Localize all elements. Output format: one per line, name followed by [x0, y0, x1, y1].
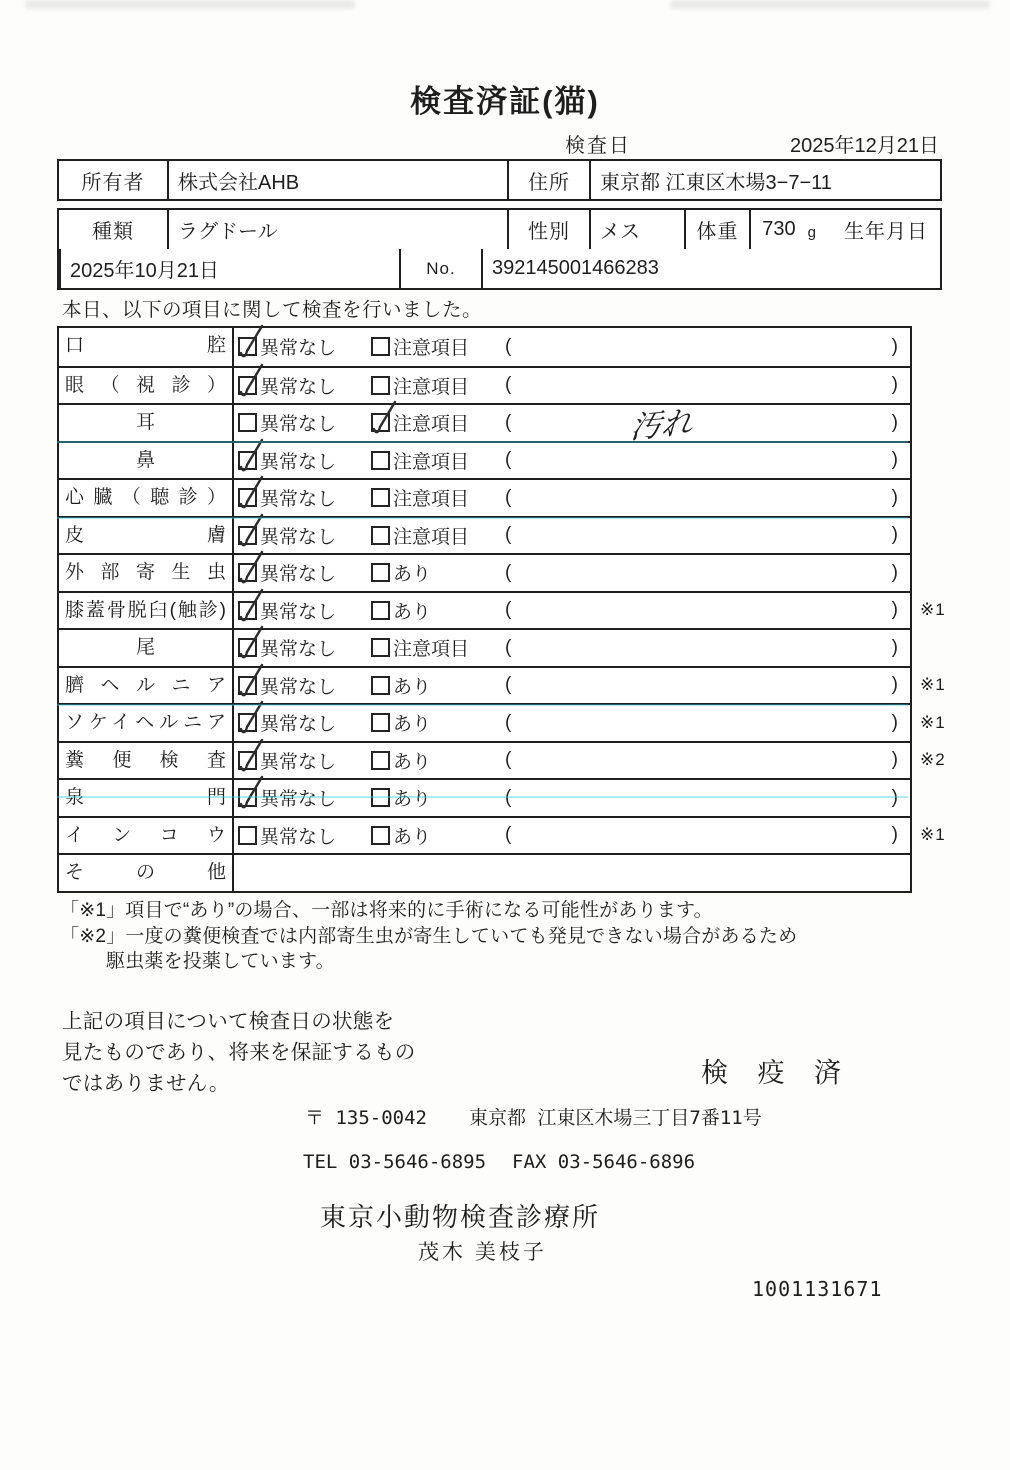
document-number: 1001131671	[752, 1277, 883, 1301]
checkbox-flag	[371, 563, 390, 582]
info-table	[57, 208, 942, 290]
remark-field	[505, 674, 910, 696]
footnote-ref-mark: ※1	[920, 712, 946, 732]
checkbox-flag-label: 注意項目	[393, 489, 470, 511]
close-paren: )	[891, 711, 898, 733]
exam-item-result	[234, 743, 910, 779]
owner-label: 所有者	[81, 171, 145, 194]
exam-item-label: ソケイヘルニア	[59, 705, 234, 741]
close-paren: )	[891, 636, 898, 658]
close-paren: )	[891, 411, 898, 433]
exam-item-result	[234, 818, 910, 854]
exam-row	[59, 666, 946, 704]
exam-item-label: 臍ヘルニア	[59, 668, 234, 704]
exam-row	[59, 591, 946, 629]
inspection-date-label: 検査日	[565, 135, 631, 157]
result-option-normal	[238, 747, 371, 774]
exam-item-result	[234, 480, 910, 516]
checkbox-normal	[238, 526, 257, 545]
checkbox-flag-label: あり	[393, 789, 432, 811]
checkbox-flag	[371, 376, 390, 395]
exam-item-label: 眼（視診）	[59, 368, 234, 404]
checkbox-flag	[371, 526, 390, 545]
close-paren: )	[891, 335, 898, 357]
open-paren: (	[505, 711, 512, 733]
exam-table	[57, 326, 946, 893]
open-paren: (	[505, 824, 512, 846]
exam-item-label: 耳	[59, 405, 234, 441]
checkbox-flag	[371, 337, 390, 356]
result-option-normal	[238, 522, 371, 549]
result-option-normal	[238, 372, 371, 399]
checkbox-normal-label: 異常なし	[260, 564, 337, 586]
checkbox-normal-label: 異常なし	[260, 338, 337, 360]
checkbox-flag-label: あり	[393, 751, 432, 773]
checkbox-normal	[238, 376, 257, 395]
result-option-flag	[371, 559, 505, 586]
footnote-2-continued: 駆虫薬を投薬しています。	[106, 951, 335, 972]
breed-value: ラグドール	[167, 210, 507, 249]
remark-field	[505, 449, 910, 471]
sex-value: メス	[589, 210, 684, 249]
remark-field	[505, 336, 910, 358]
exam-item-result	[234, 443, 910, 479]
exam-row	[59, 441, 910, 479]
checkbox-normal	[238, 337, 257, 356]
checkbox-flag-label: 注意項目	[393, 526, 470, 548]
handwritten-note	[472, 671, 851, 704]
handwritten-note	[472, 559, 851, 592]
exam-item-result	[234, 630, 910, 666]
exam-item-label: インコウ	[59, 818, 234, 854]
remark-field	[505, 562, 910, 584]
birthdate-label: 生年月日	[844, 221, 928, 243]
open-paren: (	[505, 599, 512, 621]
footnote-ref-mark: ※2	[920, 750, 946, 770]
open-paren: (	[505, 561, 512, 583]
footnote-ref-mark: ※1	[920, 675, 946, 695]
exam-item-result	[234, 555, 910, 591]
result-option-flag	[371, 822, 505, 849]
exam-row	[59, 741, 946, 779]
result-option-normal	[238, 447, 371, 474]
checkbox-normal-label: 異常なし	[260, 526, 337, 548]
disclaimer	[62, 1006, 416, 1099]
open-paren: (	[505, 449, 512, 471]
quarantine-stamp: 検 疫 済	[701, 1058, 853, 1088]
open-paren: (	[505, 335, 512, 357]
inspection-date-value: 2025年12月21日	[790, 135, 939, 157]
checkbox-flag-label: 注意項目	[393, 376, 470, 398]
open-paren: (	[505, 486, 512, 508]
handwritten-note	[472, 596, 851, 629]
open-paren: (	[505, 674, 512, 696]
disclaimer-line-1: 上記の項目について検査日の状態を	[62, 1010, 395, 1033]
remark-field	[505, 487, 910, 509]
exam-item-result	[234, 404, 910, 446]
remark-field	[505, 749, 910, 771]
handwritten-note	[472, 446, 851, 479]
owner-value: 株式会社AHB	[167, 161, 507, 199]
checkbox-flag-label: あり	[393, 826, 432, 848]
close-paren: )	[891, 561, 898, 583]
scan-artifact-right	[670, 0, 990, 9]
clinic-tel: TEL 03-5646-6895	[303, 1151, 487, 1173]
exam-row	[59, 366, 910, 404]
no-label: No.	[399, 249, 481, 288]
checkbox-flag-label: 注意項目	[393, 639, 470, 661]
checkbox-flag	[371, 676, 390, 695]
checkbox-flag-label: 注意項目	[393, 414, 470, 436]
exam-item-label: 外部寄生虫	[59, 555, 234, 591]
checkbox-flag-label: 注意項目	[393, 451, 470, 473]
checkbox-normal	[238, 563, 257, 582]
inspection-date	[565, 129, 939, 158]
weight-value: 730	[762, 218, 796, 240]
exam-item-label: その他	[59, 855, 234, 891]
remark-field	[505, 712, 910, 734]
exam-item-label: 糞便検査	[59, 743, 234, 779]
checkbox-flag	[371, 751, 390, 770]
clinic-fax: FAX 03-5646-6896	[512, 1151, 696, 1173]
result-option-flag	[371, 447, 505, 474]
checkbox-normal	[238, 638, 257, 657]
exam-item-label: 泉門	[59, 780, 234, 816]
checkbox-flag	[371, 713, 390, 732]
exam-row	[59, 478, 910, 516]
result-option-flag	[371, 522, 505, 549]
statement-line: 本日、以下の項目に関して検査を行いました。	[62, 299, 483, 321]
open-paren: (	[505, 786, 512, 808]
exam-row	[59, 628, 910, 666]
checkbox-flag-label: 注意項目	[393, 338, 470, 360]
result-option-flag	[371, 372, 505, 399]
checkbox-normal-label: 異常なし	[260, 789, 337, 811]
result-option-flag	[371, 747, 505, 774]
result-option-flag	[371, 784, 505, 811]
close-paren: )	[891, 824, 898, 846]
checkbox-normal	[238, 751, 257, 770]
checkbox-normal-label: 異常なし	[260, 676, 337, 698]
handwritten-note	[472, 784, 851, 817]
checkbox-normal-label: 異常なし	[260, 451, 337, 473]
close-paren: )	[891, 374, 898, 396]
exam-item-label: 心臓（聴診）	[59, 480, 234, 516]
exam-item-result	[234, 855, 910, 891]
disclaimer-line-3: ではありません。	[62, 1072, 230, 1095]
address-label: 住所	[507, 161, 589, 199]
result-option-normal	[238, 784, 371, 811]
owner-table	[57, 159, 942, 201]
checkbox-flag-label: あり	[393, 601, 432, 623]
open-paren: (	[505, 636, 512, 658]
result-option-flag	[371, 709, 505, 736]
checkbox-flag	[371, 413, 390, 432]
handwritten-note	[472, 484, 851, 517]
checkbox-normal	[238, 601, 257, 620]
exam-item-label: 鼻	[59, 443, 234, 479]
exam-row	[59, 853, 910, 891]
footnote-ref-mark: ※1	[920, 600, 946, 620]
result-option-normal	[238, 333, 371, 360]
address-value: 東京都 江東区木場3−7−11	[589, 161, 940, 199]
checkbox-flag	[371, 638, 390, 657]
clinic-postal-line	[305, 1103, 762, 1130]
exam-row	[59, 328, 910, 366]
footnote-ref-mark: ※1	[920, 825, 946, 845]
checkbox-normal	[238, 713, 257, 732]
exam-row	[59, 778, 910, 816]
scan-artifact-left	[25, 0, 355, 9]
checkbox-normal-label: 異常なし	[260, 414, 337, 436]
checkbox-normal-label: 異常なし	[260, 826, 337, 848]
handwritten-note	[472, 521, 851, 554]
veterinarian-name: 茂木 美枝子	[418, 1241, 547, 1264]
result-option-normal	[238, 822, 371, 849]
handwritten-note	[472, 333, 851, 366]
weight-unit: g	[807, 224, 816, 241]
checkbox-normal-label: 異常なし	[260, 714, 337, 736]
close-paren: )	[891, 786, 898, 808]
remark-field	[505, 824, 910, 846]
close-paren: )	[891, 486, 898, 508]
result-option-flag	[371, 634, 505, 661]
footnote-2: 「※2」一度の糞便検査では内部寄生虫が寄生していても発見できない場合があるため	[60, 925, 798, 947]
result-option-normal	[238, 559, 371, 586]
checkbox-normal-label: 異常なし	[260, 376, 337, 398]
result-option-normal	[238, 709, 371, 736]
checkbox-flag-label: あり	[393, 714, 432, 736]
checkbox-normal	[238, 676, 257, 695]
exam-item-result	[234, 705, 910, 741]
open-paren: (	[505, 524, 512, 546]
checkbox-flag	[371, 488, 390, 507]
remark-field	[505, 404, 910, 446]
checkbox-flag	[371, 788, 390, 807]
result-option-flag	[371, 597, 505, 624]
weight-label: 体重	[684, 210, 749, 249]
footnote-1: 「※1」項目で“あり”の場合、一部は将来的に手術になる可能性があります。	[60, 900, 713, 921]
exam-item-result	[234, 518, 910, 554]
checkbox-normal-label: 異常なし	[260, 751, 337, 773]
exam-row	[59, 403, 910, 446]
checkbox-flag-label: あり	[393, 564, 432, 586]
remark-field	[505, 524, 910, 546]
footnotes	[60, 898, 797, 975]
clinic-name: 東京小動物検査診療所	[320, 1202, 601, 1232]
exam-item-result	[234, 328, 910, 366]
result-option-flag	[371, 484, 505, 511]
disclaimer-line-2: 見たものであり、将来を保証するもの	[62, 1041, 416, 1064]
close-paren: )	[891, 524, 898, 546]
clinic-address: 東京都 江東区木場三丁目7番11号	[468, 1107, 762, 1129]
result-option-normal	[238, 484, 371, 511]
result-option-normal	[238, 672, 371, 699]
close-paren: )	[891, 599, 898, 621]
no-value: 392145001466283	[481, 249, 940, 288]
breed-label: 種類	[92, 221, 134, 243]
exam-item-label: 膝蓋骨脱臼(触診)	[59, 593, 234, 629]
exam-row	[59, 816, 946, 854]
checkbox-normal	[238, 413, 257, 432]
handwritten-note	[472, 821, 851, 854]
exam-item-label: 口腔	[59, 328, 234, 366]
exam-row	[59, 553, 910, 591]
open-paren: (	[505, 374, 512, 396]
result-option-normal	[238, 597, 371, 624]
handwritten-note	[472, 634, 851, 667]
handwritten-note: 汚れ	[629, 404, 695, 446]
exam-item-result	[234, 593, 910, 629]
checkbox-normal	[238, 826, 257, 845]
clinic-telfax-line	[303, 1151, 695, 1173]
checkbox-normal	[238, 451, 257, 470]
checkbox-flag-label: あり	[393, 676, 432, 698]
remark-field	[505, 787, 910, 809]
exam-item-result	[234, 668, 910, 704]
result-option-normal	[238, 409, 371, 436]
handwritten-note	[472, 746, 851, 779]
close-paren: )	[891, 674, 898, 696]
result-option-flag	[371, 672, 505, 699]
checkbox-flag	[371, 826, 390, 845]
exam-item-label: 尾	[59, 630, 234, 666]
remark-field	[505, 637, 910, 659]
close-paren: )	[891, 749, 898, 771]
checkbox-normal	[238, 488, 257, 507]
close-paren: )	[891, 449, 898, 471]
checkbox-normal-label: 異常なし	[260, 489, 337, 511]
exam-item-label: 皮膚	[59, 518, 234, 554]
exam-item-result	[234, 780, 910, 816]
remark-field	[505, 599, 910, 621]
page-title: 検査済証(猫)	[410, 84, 600, 119]
checkbox-normal-label: 異常なし	[260, 601, 337, 623]
birthdate-value: 2025年10月21日	[59, 249, 399, 288]
exam-row	[59, 703, 946, 741]
exam-row	[59, 516, 910, 554]
checkbox-normal-label: 異常なし	[260, 639, 337, 661]
result-option-flag	[371, 333, 505, 360]
checkbox-flag	[371, 601, 390, 620]
weight-value-cell	[749, 210, 832, 249]
open-paren: (	[505, 411, 512, 433]
result-option-normal	[238, 634, 371, 661]
checkbox-normal	[238, 788, 257, 807]
handwritten-note	[472, 709, 851, 742]
postal-code: 〒 135-0042	[305, 1107, 427, 1129]
sex-label: 性別	[507, 210, 589, 249]
open-paren: (	[505, 749, 512, 771]
checkbox-flag	[371, 451, 390, 470]
